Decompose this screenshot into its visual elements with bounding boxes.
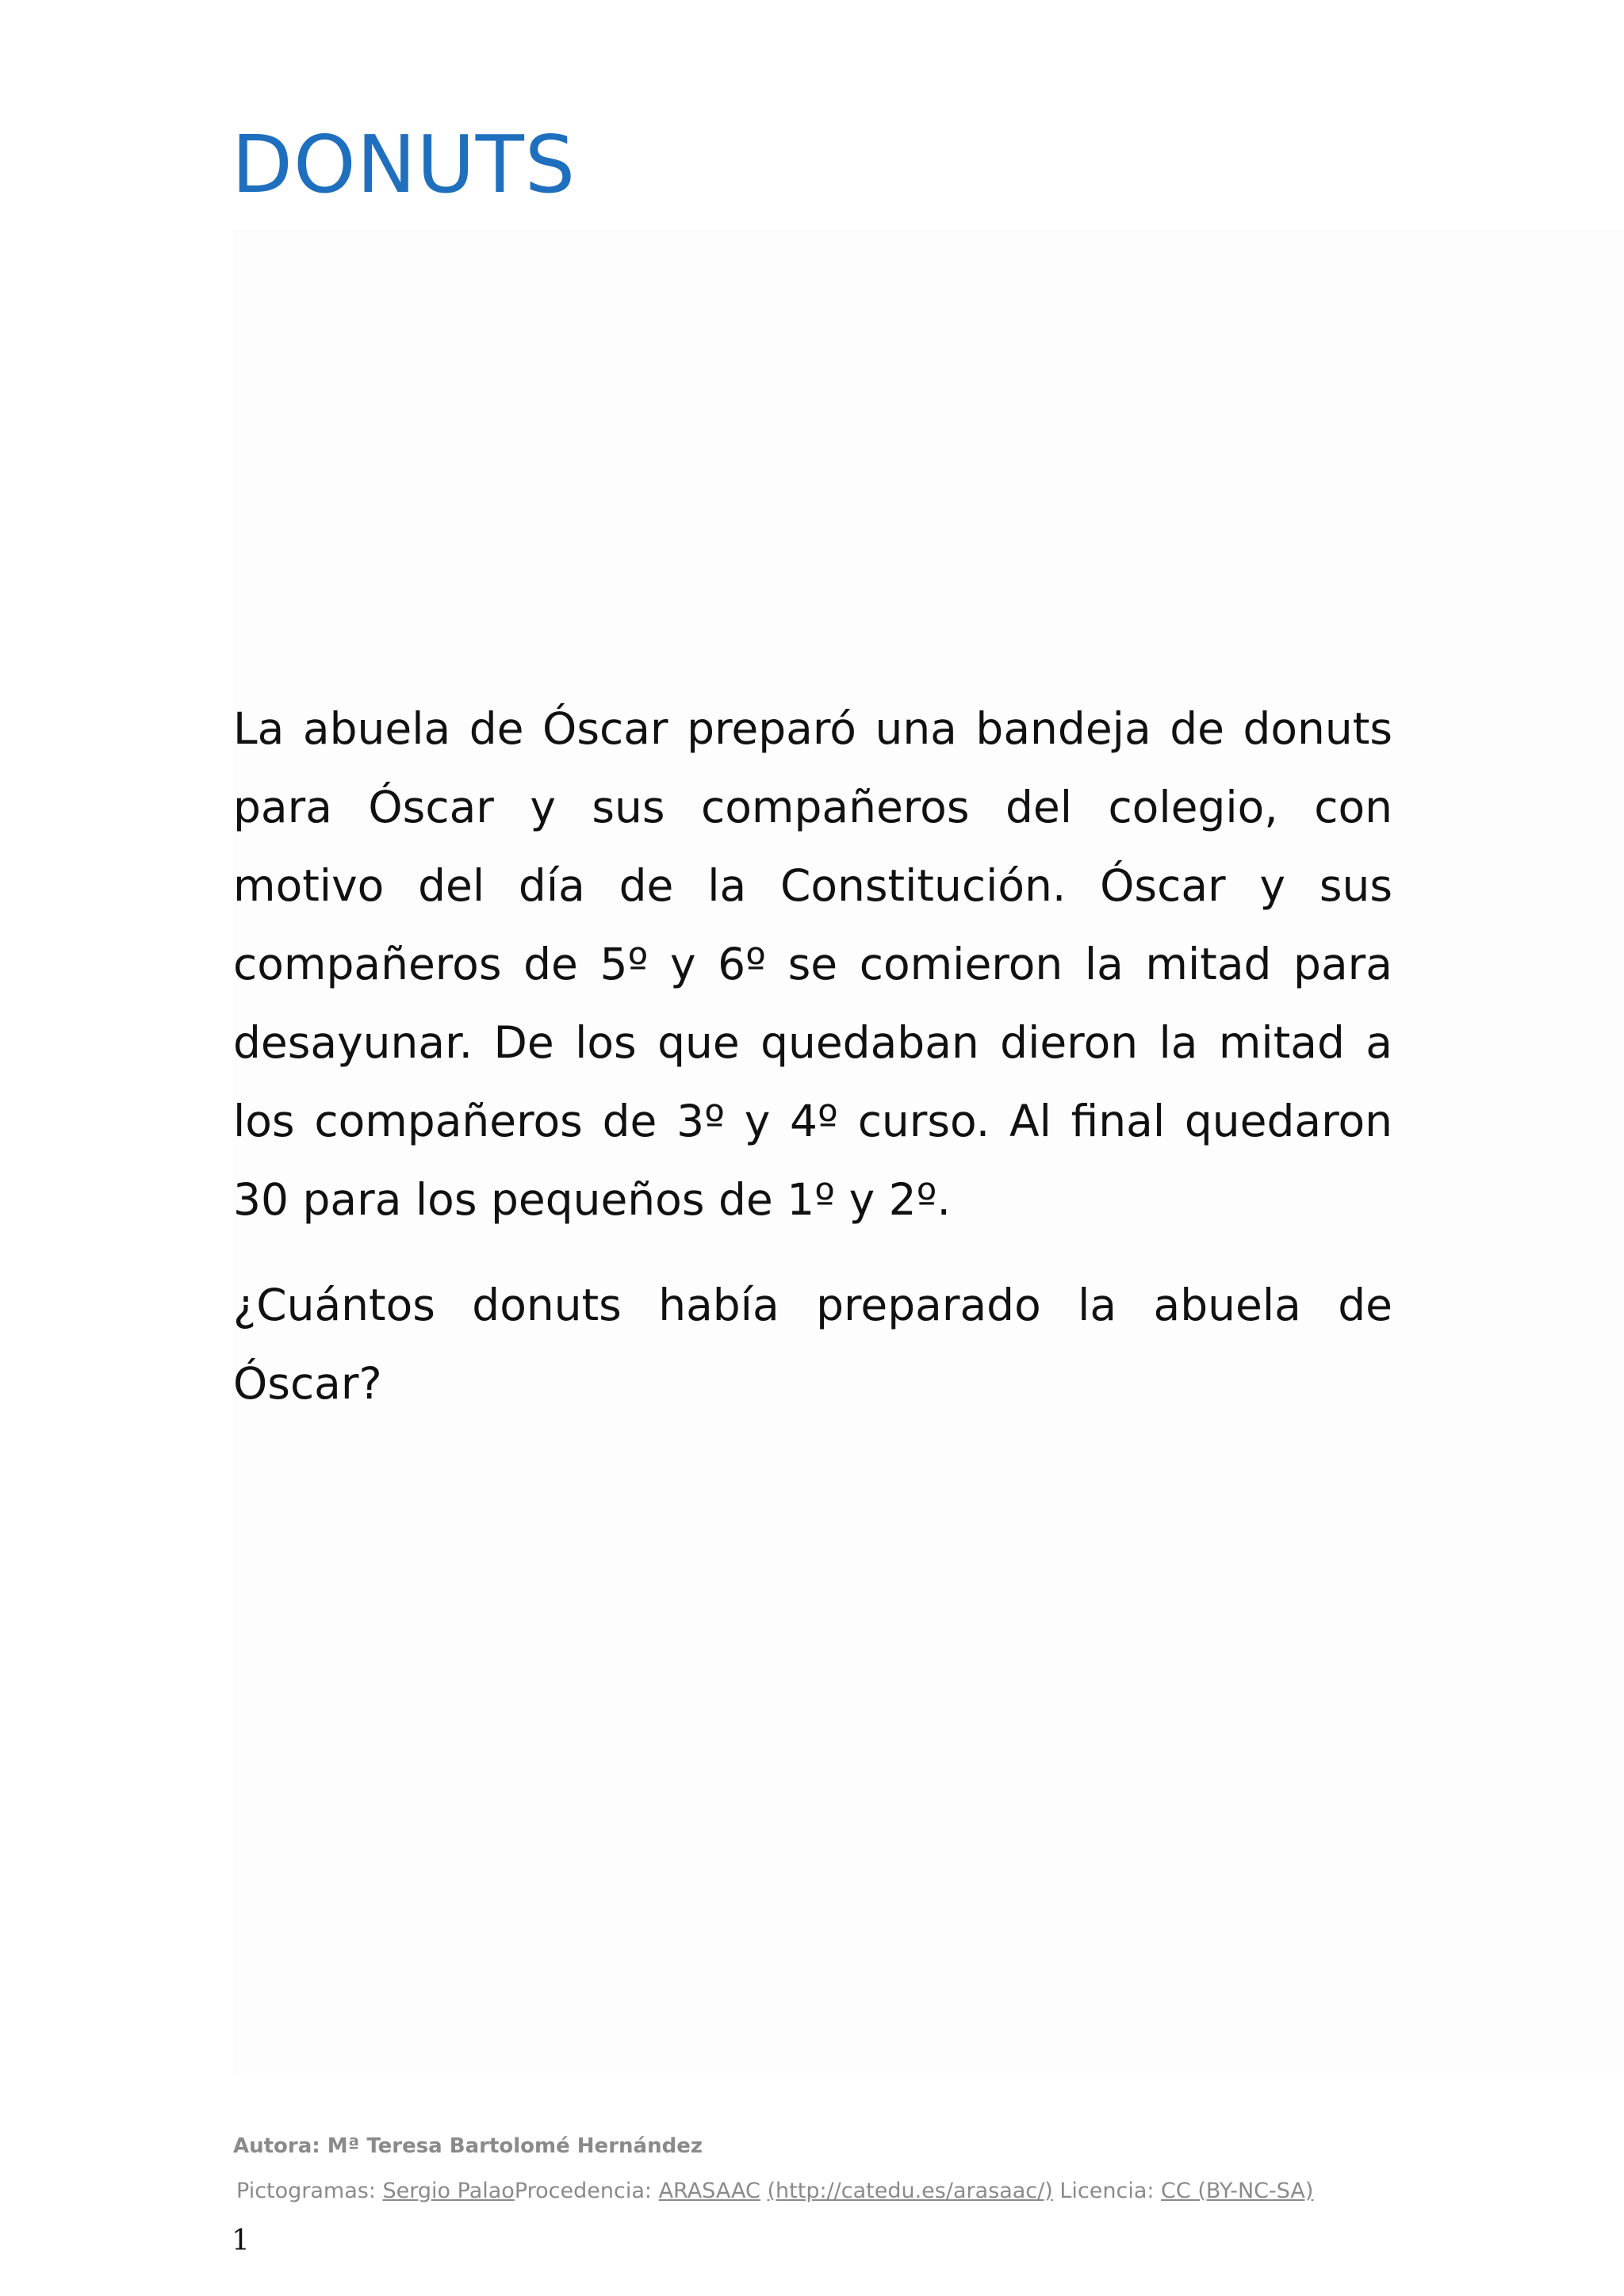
- page-title: DONUTS: [232, 118, 576, 211]
- problem-paragraph: La abuela de Óscar preparó una bandeja de donuts para Óscar y sus compañeros del colegio, con motivo del día de la Constitución. Óscar y sus compañeros de 5º y 6º se comieron la mitad para desayunar. De los que quedaban dieron la mitad a los compañeros de 3º y 4º curso. Al final quedaron 30 para los pequeños de 1º y 2º.: [233, 703, 1392, 1225]
- license-label: Licencia:: [1052, 2179, 1162, 2203]
- pictogram-credits: [236, 2179, 1313, 2203]
- arasaac-link[interactable]: ARASAAC: [658, 2179, 760, 2203]
- arasaac-url-link[interactable]: (http://catedu.es/arasaac/): [767, 2179, 1053, 2203]
- pictograms-label: Pictogramas:: [236, 2179, 383, 2203]
- origin-label: Procedencia:: [514, 2179, 659, 2203]
- license-link[interactable]: CC (BY-NC-SA): [1161, 2179, 1314, 2203]
- problem-text: [233, 690, 1392, 1423]
- page-number: 1: [232, 2225, 250, 2257]
- author-credit: Autora: Mª Teresa Bartolomé Hernández: [233, 2134, 703, 2158]
- pictograms-author-link[interactable]: Sergio Palao: [382, 2179, 515, 2203]
- problem-question: ¿Cuántos donuts había preparado la abuela de Óscar?: [233, 1280, 1392, 1409]
